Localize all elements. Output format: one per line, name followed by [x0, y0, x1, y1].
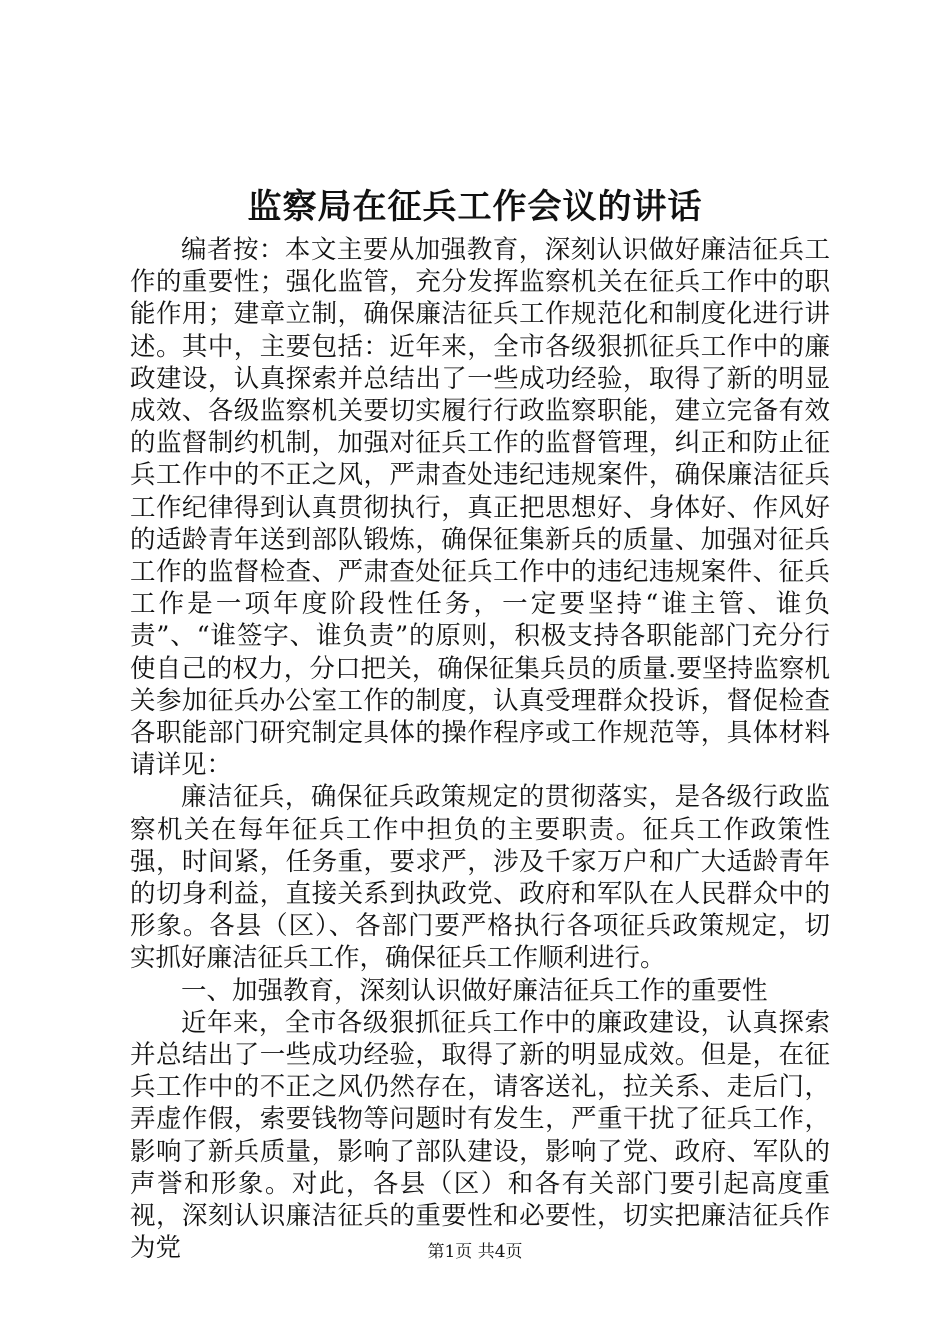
document-title: 监察局在征兵工作会议的讲话 [247, 187, 703, 227]
editor-note-paragraph: 编者按：本文主要从加强教育，深刻认识做好廉洁征兵工作的重要性；强化监管，充分发挥监察机关在征兵工作中的职能作用；建章立制，确保廉洁征兵工作规范化和制度化进行讲述。其中，主要包括：近年来，全市各级狠抓征兵工作中的廉政建设，认真探索并总结出了一些成功经验，取得了新的明显成效、各级监察机关要切实履行行政监察职能，建立完备有效的监督制约机制，加强对征兵工作的监督管理，纠正和防止征兵工作中的不正之风，严肃查处违纪违规案件，确保廉洁征兵工作纪律得到认真贯彻执行，真正把思想好、身体好、作风好的适龄青年送到部队锻炼，确保征集新兵的质量、加强对征兵工作的监督检查、严肃查处征兵工作中的违纪违规案件、征兵工作是一项年度阶段性任务，一定要坚持“谁主管、谁负责”、“谁签字、谁负责”的原则，积极支持各职能部门充分行使自己的权力，分口把关，确保征集兵员的质量.要坚持监察机关参加征兵办公室工作的制度，认真受理群众投诉，督促检查各职能部门研究制定具体的操作程序或工作规范等，具体材料请详见： [130, 235, 830, 781]
page-footer: 第1页 共4页 [427, 1242, 523, 1262]
document-body [130, 234, 830, 1265]
section-heading: 一、加强教育，深刻认识做好廉洁征兵工作的重要性 [181, 975, 768, 1006]
section-paragraph: 近年来，全市各级狠抓征兵工作中的廉政建设，认真探索并总结出了一些成功经验，取得了新的明显成效。但是，在征兵工作中的不正之风仍然存在，请客送礼，拉关系、走后门，弄虚作假，索要钱物等问题时有发生，严重干扰了征兵工作，影响了新兵质量，影响了部队建设，影响了党、政府、军队的声誉和形象。对此，各县（区）和各有关部门要引起高度重视，深刻认识廉洁征兵的重要性和必要性，切实把廉洁征兵作为党 [130, 1007, 830, 1264]
intro-paragraph: 廉洁征兵，确保征兵政策规定的贯彻落实，是各级行政监察机关在每年征兵工作中担负的主要职责。征兵工作政策性强，时间紧，任务重，要求严，涉及千家万户和广大适龄青年的切身利益，直接关系到执政党、政府和军队在人民群众中的形象。各县（区）、各部门要严格执行各项征兵政策规定，切实抓好廉洁征兵工作，确保征兵工作顺利进行。 [130, 782, 830, 974]
